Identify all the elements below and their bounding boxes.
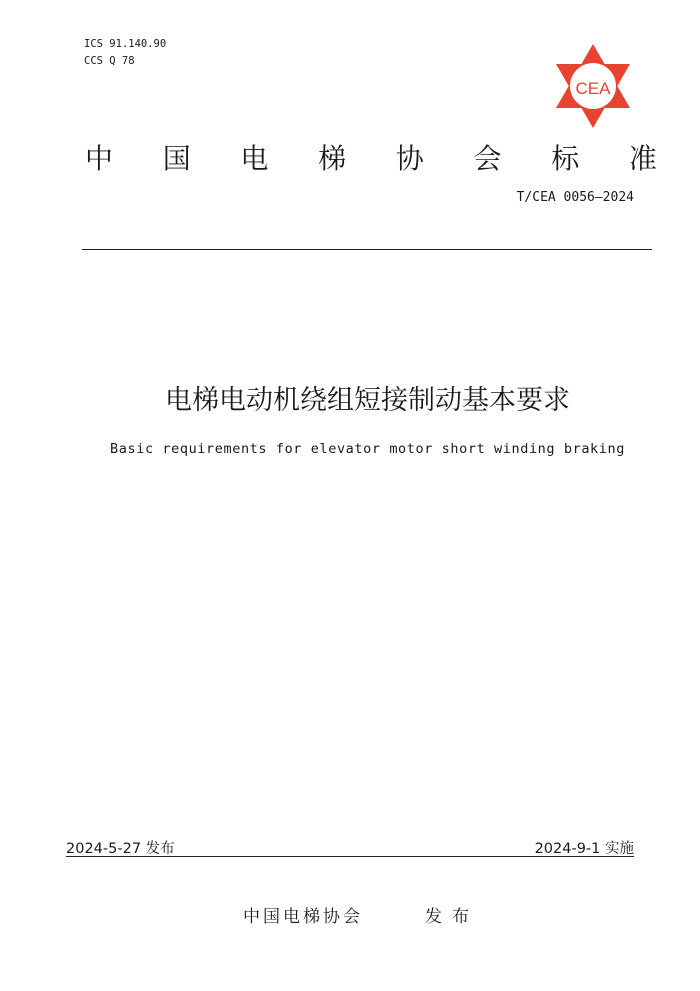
standard-title-char: 梯	[318, 142, 347, 175]
standard-number: T/CEA 0056—2024	[516, 190, 634, 205]
standard-title-char: 标	[551, 142, 580, 175]
standard-title	[84, 137, 658, 177]
footer-divider	[66, 856, 634, 857]
publish-label: 发布	[425, 907, 479, 927]
standard-title-char: 国	[162, 142, 191, 175]
ics-code: ICS 91.140.90	[84, 38, 167, 50]
standard-title-char: 会	[473, 142, 502, 175]
header-divider	[82, 249, 652, 250]
cea-star-logo-icon	[553, 42, 633, 130]
standard-title-char: 中	[84, 142, 113, 175]
implement-date: 2024-9-1 实施	[534, 841, 634, 857]
classification-codes	[84, 36, 166, 70]
standard-title-char: 准	[628, 142, 657, 175]
standard-title-char: 协	[395, 142, 424, 175]
standard-title-char: 电	[240, 142, 269, 175]
publisher-name: 中国电梯协会	[243, 907, 363, 927]
document-subtitle: Basic requirements for elevator motor short winding braking	[110, 441, 625, 457]
document-title: 电梯电动机绕组短接制动基本要求	[165, 385, 570, 416]
ccs-code: CCS Q 78	[84, 55, 135, 67]
publish-date: 2024-5-27 发布	[66, 841, 175, 857]
logo-text: CEA	[575, 79, 611, 98]
